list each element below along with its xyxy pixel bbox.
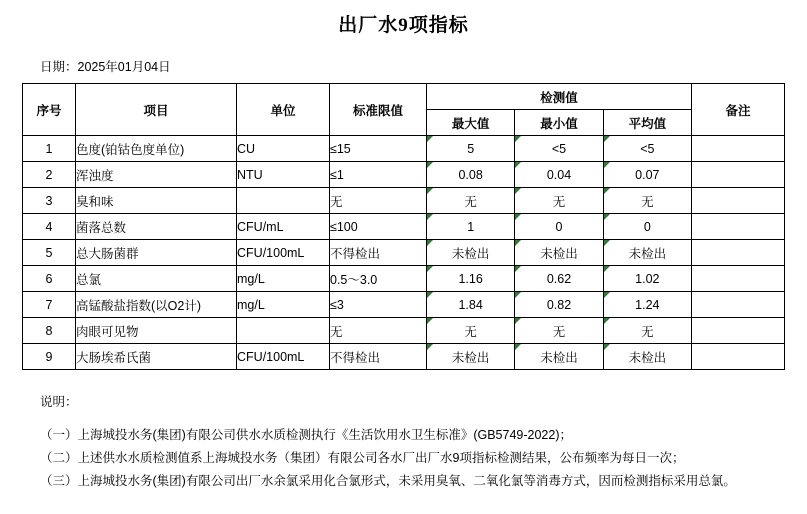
cell-note — [692, 188, 785, 214]
cell-max: 1.84 — [427, 292, 515, 318]
cell-item: 总大肠菌群 — [76, 240, 237, 266]
cell-note — [692, 136, 785, 162]
note-line: （二）上述供水水质检测值系上海城投水务（集团）有限公司各水厂出厂水9项指标检测结果，公布频率为每日一次； — [40, 451, 685, 465]
table-row — [23, 240, 785, 266]
cell-max: 未检出 — [427, 344, 515, 370]
table-row — [23, 292, 785, 318]
cell-avg: 无 — [603, 188, 691, 214]
cell-limit: ≤1 — [330, 162, 427, 188]
cell-item: 菌落总数 — [76, 214, 237, 240]
cell-avg: 1.02 — [603, 266, 691, 292]
cell-max: 1 — [427, 214, 515, 240]
cell-note — [692, 292, 785, 318]
notes-section — [40, 392, 807, 492]
cell-max: 无 — [427, 318, 515, 344]
water-quality-table — [22, 83, 785, 370]
cell-avg: 1.24 — [603, 292, 691, 318]
table-header-row-1 — [23, 84, 785, 110]
cell-note — [692, 266, 785, 292]
cell-note — [692, 214, 785, 240]
header-limit: 标准限值 — [330, 84, 427, 136]
cell-avg: <5 — [603, 136, 691, 162]
cell-limit: ≤3 — [330, 292, 427, 318]
cell-item: 臭和味 — [76, 188, 237, 214]
cell-unit: mg/L — [237, 266, 330, 292]
cell-avg: 0.07 — [603, 162, 691, 188]
table-row — [23, 266, 785, 292]
cell-seq: 9 — [23, 344, 76, 370]
cell-max: 无 — [427, 188, 515, 214]
header-seq: 序号 — [23, 84, 76, 136]
cell-unit — [237, 318, 330, 344]
cell-avg: 未检出 — [603, 344, 691, 370]
note-line: （三）上海城投水务(集团)有限公司出厂水余氯采用化合氯形式，未采用臭氧、二氧化氯等消毒方式，因而检测指标采用总氯。 — [40, 474, 736, 488]
report-date: 日期：2025年01月04日 — [40, 60, 171, 74]
cell-item: 浑浊度 — [76, 162, 237, 188]
cell-unit: CU — [237, 136, 330, 162]
cell-avg: 未检出 — [603, 240, 691, 266]
table-row — [23, 318, 785, 344]
cell-seq: 4 — [23, 214, 76, 240]
cell-max: 未检出 — [427, 240, 515, 266]
cell-seq: 1 — [23, 136, 76, 162]
cell-item: 色度(铂钴色度单位) — [76, 136, 237, 162]
note-line: （一）上海城投水务(集团)有限公司供水水质检测执行《生活饮用水卫生标准》(GB5749-2022)； — [40, 428, 572, 442]
table-row — [23, 188, 785, 214]
cell-max: 1.16 — [427, 266, 515, 292]
cell-unit: NTU — [237, 162, 330, 188]
cell-seq: 8 — [23, 318, 76, 344]
notes-title: 说明： — [40, 395, 78, 409]
cell-item: 总氯 — [76, 266, 237, 292]
cell-min: 0.82 — [515, 292, 603, 318]
header-avg: 平均值 — [603, 110, 691, 136]
table-row — [23, 136, 785, 162]
cell-limit: ≤100 — [330, 214, 427, 240]
cell-avg: 0 — [603, 214, 691, 240]
header-min: 最小值 — [515, 110, 603, 136]
header-note: 备注 — [692, 84, 785, 136]
cell-seq: 6 — [23, 266, 76, 292]
cell-unit: CFU/mL — [237, 214, 330, 240]
cell-min: 未检出 — [515, 240, 603, 266]
cell-limit: 不得检出 — [330, 344, 427, 370]
page-title: 出厂水9项指标 — [338, 15, 469, 36]
cell-min: 无 — [515, 318, 603, 344]
cell-avg: 无 — [603, 318, 691, 344]
header-unit: 单位 — [237, 84, 330, 136]
header-detected-group: 检测值 — [427, 84, 692, 110]
cell-unit: mg/L — [237, 292, 330, 318]
cell-seq: 7 — [23, 292, 76, 318]
cell-limit: ≤15 — [330, 136, 427, 162]
cell-limit: 不得检出 — [330, 240, 427, 266]
cell-min: 无 — [515, 188, 603, 214]
cell-seq: 2 — [23, 162, 76, 188]
cell-unit — [237, 188, 330, 214]
header-max: 最大值 — [427, 110, 515, 136]
header-item: 项目 — [76, 84, 237, 136]
cell-min: 未检出 — [515, 344, 603, 370]
cell-unit: CFU/100mL — [237, 240, 330, 266]
cell-min: <5 — [515, 136, 603, 162]
cell-item: 高锰酸盐指数(以O2计) — [76, 292, 237, 318]
cell-min: 0.62 — [515, 266, 603, 292]
table-row — [23, 214, 785, 240]
cell-min: 0 — [515, 214, 603, 240]
cell-max: 0.08 — [427, 162, 515, 188]
cell-item: 大肠埃希氏菌 — [76, 344, 237, 370]
cell-note — [692, 318, 785, 344]
table-row — [23, 344, 785, 370]
cell-note — [692, 162, 785, 188]
cell-limit: 无 — [330, 188, 427, 214]
cell-note — [692, 344, 785, 370]
cell-seq: 3 — [23, 188, 76, 214]
cell-item: 肉眼可见物 — [76, 318, 237, 344]
cell-limit: 无 — [330, 318, 427, 344]
table-row — [23, 162, 785, 188]
cell-limit: 0.5～3.0 — [330, 266, 427, 292]
cell-note — [692, 240, 785, 266]
cell-min: 0.04 — [515, 162, 603, 188]
cell-seq: 5 — [23, 240, 76, 266]
cell-unit: CFU/100mL — [237, 344, 330, 370]
cell-max: 5 — [427, 136, 515, 162]
